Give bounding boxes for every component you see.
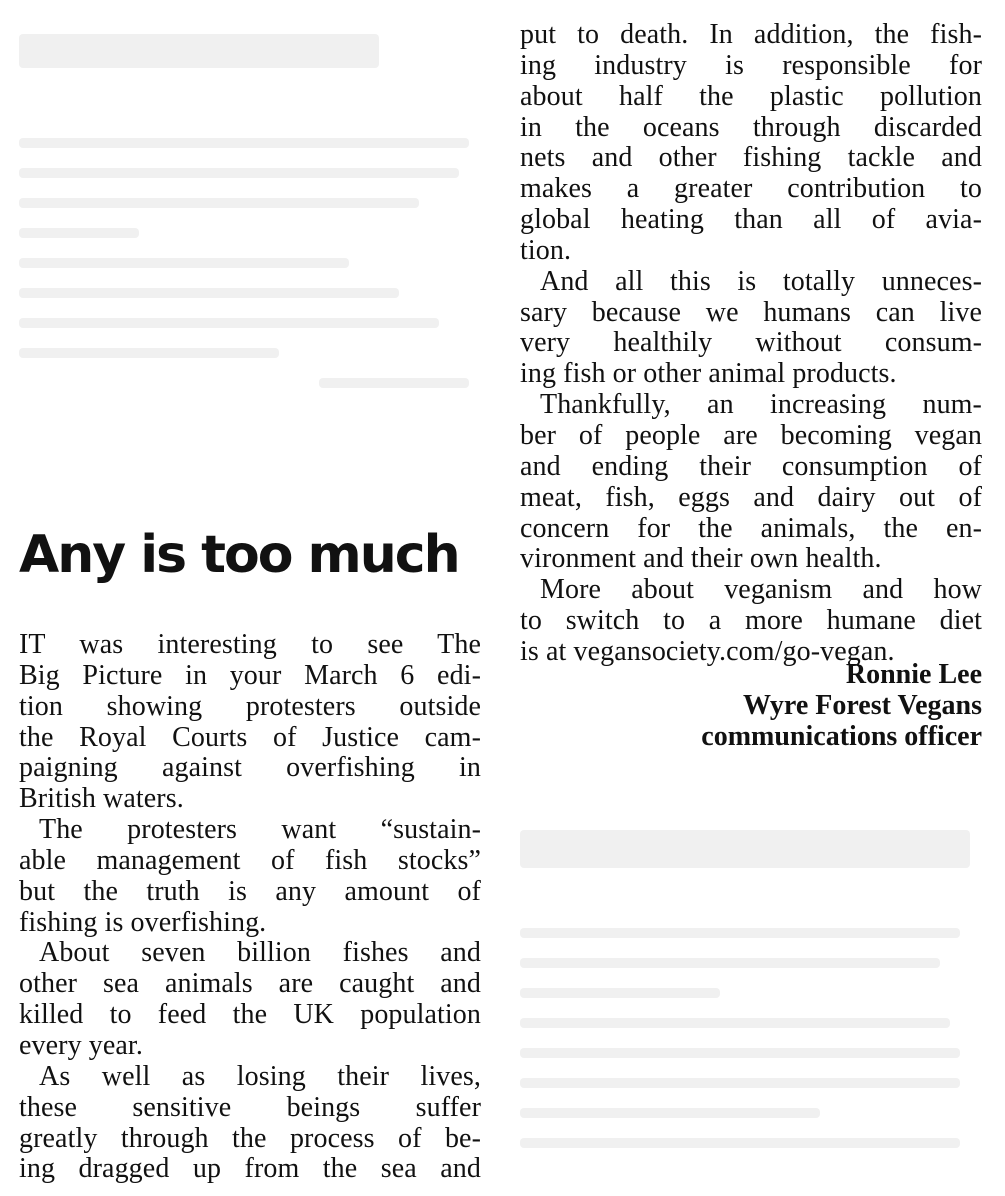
body-text-line: but the truth is any amount of [19,875,481,907]
body-text-line: every year. [19,1029,143,1061]
body-text-line: nets and other fishing tackle and [520,142,982,174]
body-text-line: greatly through the process of be- [19,1122,481,1154]
body-text-line: about half the plastic pollution [520,80,982,112]
body-text-line: tion. [520,234,572,266]
signature-organisation: Wyre Forest Vegans [742,690,982,721]
signature-name: Ronnie Lee [845,659,982,690]
letter-headline: Any is too much [19,525,459,585]
body-text-line: ing dragged up from the sea and [19,1153,481,1185]
signature-role: communications officer [701,721,982,752]
body-text-line: and ending their consumption of [520,450,982,482]
body-text-line: sary because we humans can live [520,296,982,328]
body-text-line: meat, fish, eggs and dairy out of [520,481,982,513]
body-text-line: the Royal Courts of Justice cam- [19,721,481,753]
letter-body-left-column [19,630,481,1185]
body-text-line: fishing is overfishing. [19,906,267,938]
body-text-line: other sea animals are caught and [19,968,481,1000]
body-text-line: ing industry is responsible for [520,49,982,81]
body-text-line: able management of fish stocks” [19,844,481,876]
body-text-line: Thankfully, an increasing num- [540,389,982,421]
body-text-line: And all this is totally unneces- [540,265,982,297]
faded-article-top [19,20,489,470]
body-text-line: these sensitive beings suffer [19,1091,481,1123]
body-text-line: The protesters want “sustain- [39,814,481,846]
body-text-line: IT was interesting to see The [19,629,481,660]
body-text-line: ber of people are becoming vegan [520,419,982,451]
body-text-line: to switch to a more humane diet [520,605,982,637]
body-text-line: More about veganism and how [540,574,982,606]
body-text-line: paigning against overfishing in [19,752,481,784]
body-text-line: ing fish or other animal products. [520,358,897,390]
body-text-line: vironment and their own health. [520,543,882,575]
body-text-line: killed to feed the UK population [19,999,481,1031]
body-text-line: Big Picture in your March 6 edi- [19,659,481,691]
body-text-line: As well as losing their lives, [39,1060,481,1092]
body-text-line: makes a greater contribution to [520,173,982,205]
body-text-line: concern for the animals, the en- [520,512,982,544]
body-text-line: very healthily without consum- [520,327,982,359]
body-text-line: in the oceans through discarded [520,111,982,143]
body-text-line: British waters. [19,783,184,815]
body-text-line: is at vegansociety.com/go-vegan. [520,635,895,667]
body-text-line: tion showing protesters outside [19,690,481,722]
faded-article-bottom [520,810,982,1196]
body-text-line: put to death. In addition, the fish- [520,19,982,50]
body-text-line: global heating than all of avia- [520,204,982,236]
letter-body-right-column [520,20,982,668]
body-text-line: About seven billion fishes and [39,937,481,969]
